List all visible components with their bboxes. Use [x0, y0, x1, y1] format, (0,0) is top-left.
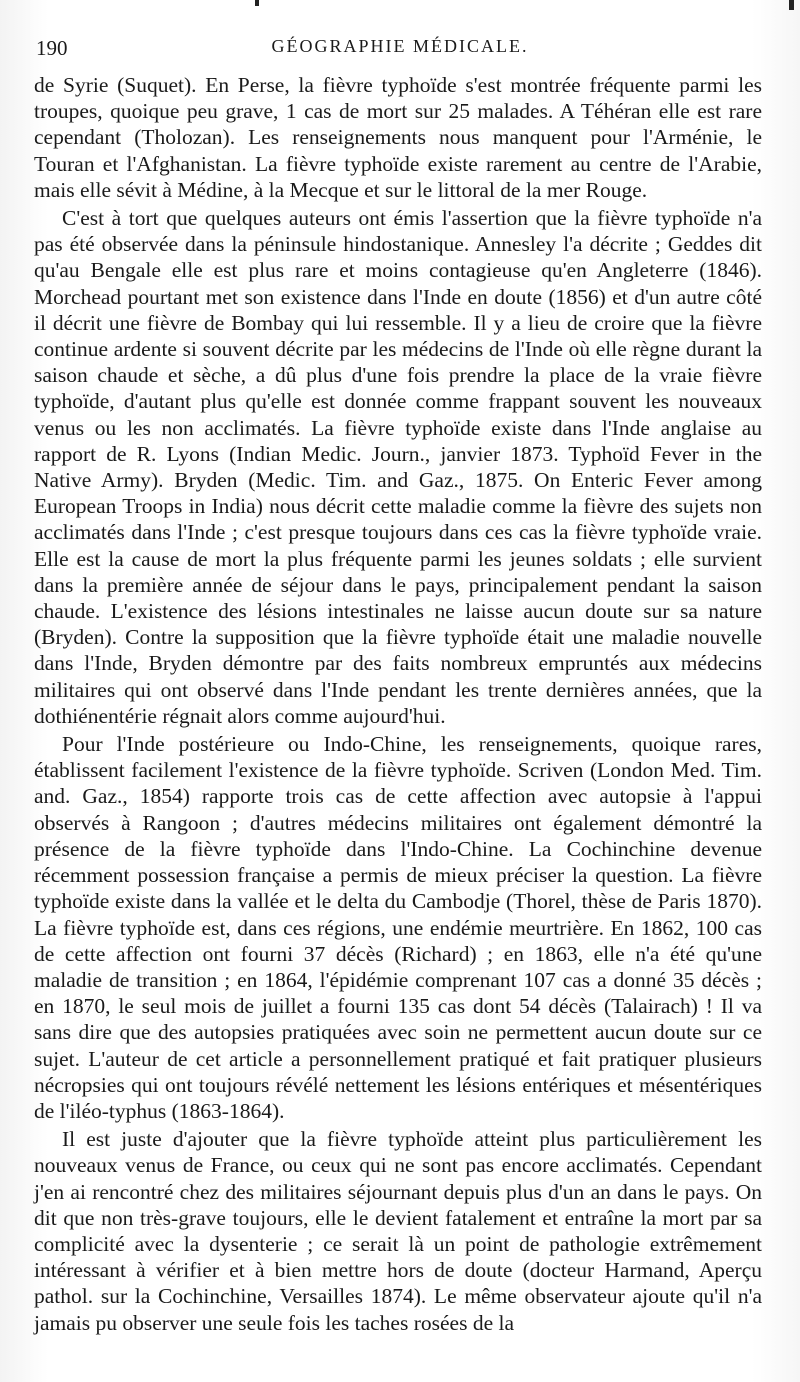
running-title: GÉOGRAPHIE MÉDICALE.	[271, 36, 529, 56]
page-number: 190	[36, 36, 68, 60]
paragraph: C'est à tort que quelques auteurs ont émis l'assertion que la fièvre typhoïde n'a pas été observée dans la péninsule hindostanique. Annesley l'a décrite ; Geddes dit qu'au Bengale elle est plus rare et moins contagieuse qu'en Angleterre (1846). Morchead pourtant met son existence dans l'Inde en doute (1856) et d'un autre côté il décrit une fièvre de Bombay qui lui ressemble. Il y a lieu de croire que la fièvre continue ardente si souvent décrite par les médecins de l'Inde où elle règne durant la saison chaude et sèche, a dû plus d'une fois prendre la place de la vraie fièvre typhoïde, d'autant plus qu'elle est donnée comme frappant souvent les nouveaux venus ou les non acclimatés. La fièvre typhoïde existe dans l'Inde anglaise au rapport de R. Lyons (Indian Medic. Journ., janvier 1873. Typhoïd Fever in the Native Army). Bryden (Medic. Tim. and Gaz., 1875. On Enteric Fever among European Troops in India) nous décrit cette maladie comme la fièvre des sujets non acclimatés dans l'Inde ; c'est presque toujours dans ces cas la fièvre typhoïde vraie. Elle est la cause de mort la plus fréquente parmi les jeunes soldats ; elle survient dans la première année de séjour dans le pays, principalement pendant la saison chaude. L'existence des lésions intestinales ne laisse aucun doute sur sa nature (Bryden). Contre la supposition que la fièvre typhoïde était une maladie nouvelle dans l'Inde, Bryden démontre par des faits nombreux empruntés aux médecins militaires qui ont observé dans l'Inde pendant les trente dernières années, que la dothiénentérie régnait alors comme aujourd'hui.	[34, 206, 762, 728]
page-header	[36, 30, 764, 60]
paragraph: Pour l'Inde postérieure ou Indo-Chine, les renseignements, quoique rares, établissent facilement l'existence de la fièvre typhoïde. Scriven (London Med. Tim. and. Gaz., 1854) rapporte trois cas de cette affection avec autopsie à l'appui observés à Rangoon ; d'autres médecins militaires ont également démontré la présence de la fièvre typhoïde dans l'Indo-Chine. La Cochinchine devenue récemment possession française a permis de mieux préciser la question. La fièvre typhoïde existe dans la vallée et le delta du Cambodje (Thorel, thèse de Paris 1870). La fièvre typhoïde est, dans ces régions, une endémie meurtrière. En 1862, 100 cas de cette affection ont fourni 37 décès (Richard) ; en 1863, elle n'a été qu'une maladie de transition ; en 1864, l'épidémie comprenant 107 cas a donné 35 décès ; en 1870, le seul mois de juillet a fourni 135 cas dont 54 décès (Talairach) ! Il va sans dire que des autopsies pratiquées avec soin ne permettent aucun doute sur ce sujet. L'auteur de cet article a personnellement pratiqué et fait pratiquer plusieurs nécropsies qui ont toujours révélé nettement les lésions entériques et mésentériques de l'iléo-typhus (1863-1864).	[34, 732, 762, 1123]
body-text	[34, 72, 762, 1336]
paragraph: Il est juste d'ajouter que la fièvre typhoïde atteint plus particulièrement les nouveaux venus de France, ou ceux qui ne sont pas encore acclimatés. Cependant j'en ai rencontré chez des militaires séjournant depuis plus d'un an dans le pays. On dit que non très-grave toujours, elle le devient fatalement et entraîne la mort par sa complicité avec la dysenterie ; ce serait là un point de pathologie extrêmement intéressant à vérifier et à bien mettre hors de doute (docteur Harmand, Aperçu pathol. sur la Cochinchine, Versailles 1874). Le même observateur ajoute qu'il n'a jamais pu observer une seule fois les taches rosées de la	[34, 1127, 762, 1335]
paragraph: de Syrie (Suquet). En Perse, la fièvre typhoïde s'est montrée fréquente parmi les troupes, quoique peu grave, 1 cas de mort sur 25 malades. A Téhéran elle est rare cependant (Tholozan). Les renseignements nous manquent pour l'Arménie, le Touran et l'Afghanistan. La fièvre typhoïde existe rarement au centre de l'Arabie, mais elle sévit à Médine, à la Mecque et sur le littoral de la mer Rouge.	[34, 73, 762, 202]
print-mark-right	[789, 0, 794, 10]
print-mark	[255, 0, 259, 6]
